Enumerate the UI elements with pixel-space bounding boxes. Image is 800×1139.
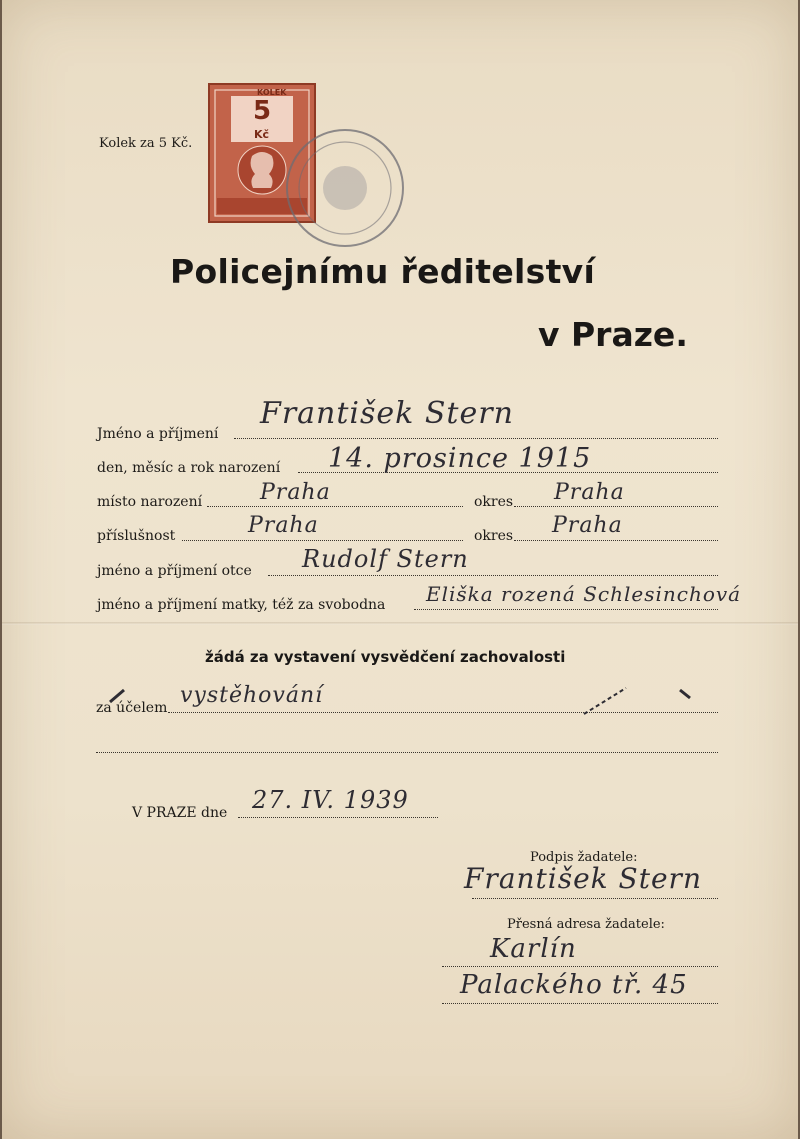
address-line-1 <box>442 966 718 967</box>
affiliation-line <box>182 540 463 541</box>
page-title: Policejnímu ředitelství <box>170 252 596 291</box>
mother-label: jméno a příjmení matky, též za svobodna <box>97 597 386 613</box>
paper-fold <box>2 622 798 625</box>
ink-marks <box>102 680 722 720</box>
birthdate-label: den, měsíc a rok narození <box>97 460 281 476</box>
name-line <box>234 438 718 439</box>
affiliation-district-label: okres <box>474 528 514 544</box>
address-label: Přesná adresa žadatele: <box>507 917 665 932</box>
mother-line <box>414 609 718 610</box>
document-page <box>2 0 798 1139</box>
mother-value: Eliška rozená Schlesinchová <box>426 582 742 606</box>
name-value: František Stern <box>260 396 514 431</box>
birthplace-label: místo narození <box>97 494 203 510</box>
purpose-line-2 <box>96 752 718 753</box>
address-line1-value: Karlín <box>490 934 577 964</box>
stamp-header-text: KOLEK <box>257 88 287 97</box>
address-line-2 <box>442 1003 718 1004</box>
date-line <box>238 817 438 818</box>
request-text: žádá za vystavení vysvědčení zachovalosti <box>205 648 566 666</box>
birthdate-value: 14. prosince 1915 <box>328 443 592 474</box>
signature-value: František Stern <box>464 862 702 895</box>
stamp-label: Kolek za 5 Kč. <box>99 136 193 151</box>
page-subtitle: v Praze. <box>538 315 688 354</box>
purpose-label: za účelem <box>96 700 168 716</box>
signature-label: Podpis žadatele: <box>530 850 638 865</box>
stamp-currency-text: Kč <box>254 128 270 141</box>
birthplace-district-line <box>514 506 718 507</box>
birthplace-value: Praha <box>260 480 331 505</box>
father-line <box>268 575 718 576</box>
purpose-value: vystěhování <box>180 683 324 708</box>
address-line2-value: Palackého tř. 45 <box>460 970 688 1000</box>
father-label: jméno a příjmení otce <box>97 563 252 579</box>
stamp-value-text: 5 <box>253 96 272 126</box>
affiliation-label: příslušnost <box>97 528 176 544</box>
birthplace-district-label: okres <box>474 494 514 510</box>
revenue-stamp-graphic <box>207 82 417 257</box>
signature-line <box>472 898 718 899</box>
place-date-label: V PRAZE dne <box>132 805 228 821</box>
father-value: Rudolf Stern <box>302 545 469 573</box>
affiliation-district-value: Praha <box>552 513 623 538</box>
birthplace-line <box>207 506 463 507</box>
birthplace-district-value: Praha <box>554 480 625 505</box>
stamp-area <box>207 82 417 257</box>
date-value: 27. IV. 1939 <box>252 786 409 814</box>
name-label: Jméno a příjmení <box>97 426 219 442</box>
affiliation-district-line <box>514 540 718 541</box>
affiliation-value: Praha <box>248 513 319 538</box>
